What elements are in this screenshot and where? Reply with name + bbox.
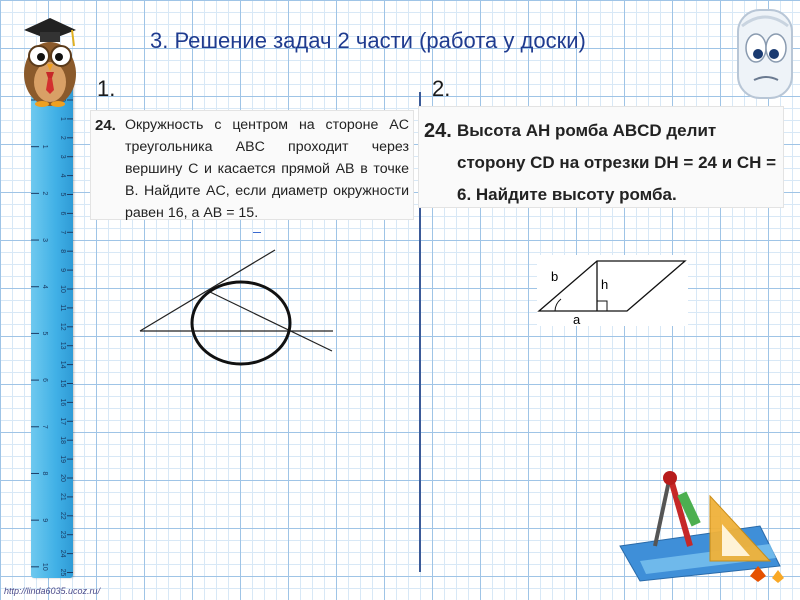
ruler-mm-label: 18 [59, 436, 66, 445]
ruler-cm-label: 8 [41, 471, 48, 476]
ruler-cm-label: 7 [41, 424, 48, 429]
ruler-cm-label: 9 [41, 518, 48, 523]
ruler-mm-label: 24 [59, 549, 66, 558]
ruler-cm-label: 2 [41, 191, 48, 196]
ruler-cm-label: 4 [41, 284, 48, 289]
ruler-cm-label: 1 [41, 144, 48, 149]
owl-teacher-icon [14, 8, 82, 108]
cartoon-face-icon [734, 4, 796, 102]
column-2-number: 2. [432, 76, 451, 101]
ruler-mm-label: 16 [59, 398, 66, 407]
rhombus-figure-panel [537, 255, 688, 326]
rhombus-figure [537, 255, 688, 326]
rhombus-label-h: h [601, 277, 609, 292]
ruler-mm-label: 21 [59, 493, 66, 501]
ruler-mm-label: 15 [59, 379, 66, 388]
ruler-mm-label: 13 [59, 341, 66, 350]
ruler-mm-label: 4 [59, 173, 66, 178]
ruler-mm-label: 25 [59, 568, 66, 577]
ruler-mm-label: 10 [59, 285, 66, 293]
ruler-mm-label: 5 [59, 192, 66, 197]
geometry-tools-icon [600, 466, 790, 586]
rhombus-label-b: b [551, 269, 559, 284]
problem-1-number: 24. [95, 117, 116, 134]
ruler-mm-label: 6 [59, 211, 66, 216]
ruler-cm-label: 5 [41, 331, 48, 336]
circle-tangent-figure [135, 245, 340, 370]
ruler-mm-label: 7 [59, 230, 66, 235]
ruler-mm-label: 20 [59, 474, 66, 482]
rhombus-label-a: a [573, 312, 581, 327]
ruler-mm-label: 19 [59, 455, 66, 463]
ruler-mm-label: 2 [59, 135, 66, 140]
ruler-mm-label: 3 [59, 154, 66, 159]
ruler-cm-label: 6 [41, 378, 48, 383]
ruler-mm-label: 1 [59, 116, 66, 121]
problem-2-number: 24. [424, 120, 452, 142]
ruler-mm-label: 8 [59, 249, 66, 254]
problem-1-box [90, 110, 414, 220]
ruler-cm-label: 10 [41, 562, 48, 571]
column-1-number: 1. [97, 76, 116, 101]
ruler [31, 78, 73, 578]
ruler-cm-label: 3 [41, 238, 48, 243]
slide-title: 3. Решение задач 2 части (работа у доски) [150, 28, 586, 53]
ruler-mm-label: 14 [59, 360, 66, 369]
ruler-mm-label: 9 [59, 268, 66, 273]
problem-1-text: Окружность с центром на стороне AC треугольника ABC проходит через вершину C и касается прямой AB в точке B. Найдите AC, если диаметр окружности равен 16, а AB = 15. [125, 117, 409, 221]
ruler-mm-label: 22 [59, 511, 66, 520]
ruler-mm-label: 23 [59, 530, 66, 539]
problem-2-text: Высота AH ромба ABCD делит сторону CD на отрезки DH = 24 и CH = 6. Найдите высоту ромба. [457, 121, 777, 204]
ruler-mm-label: 17 [59, 417, 66, 426]
ruler-scale [31, 78, 73, 578]
ruler-mm-label: 12 [59, 322, 66, 331]
dash-mark [253, 232, 261, 233]
problem-2-box [418, 106, 784, 208]
source-url[interactable]: http://linda6035.ucoz.ru/ [4, 586, 101, 596]
ruler-mm-label: 11 [59, 304, 66, 312]
